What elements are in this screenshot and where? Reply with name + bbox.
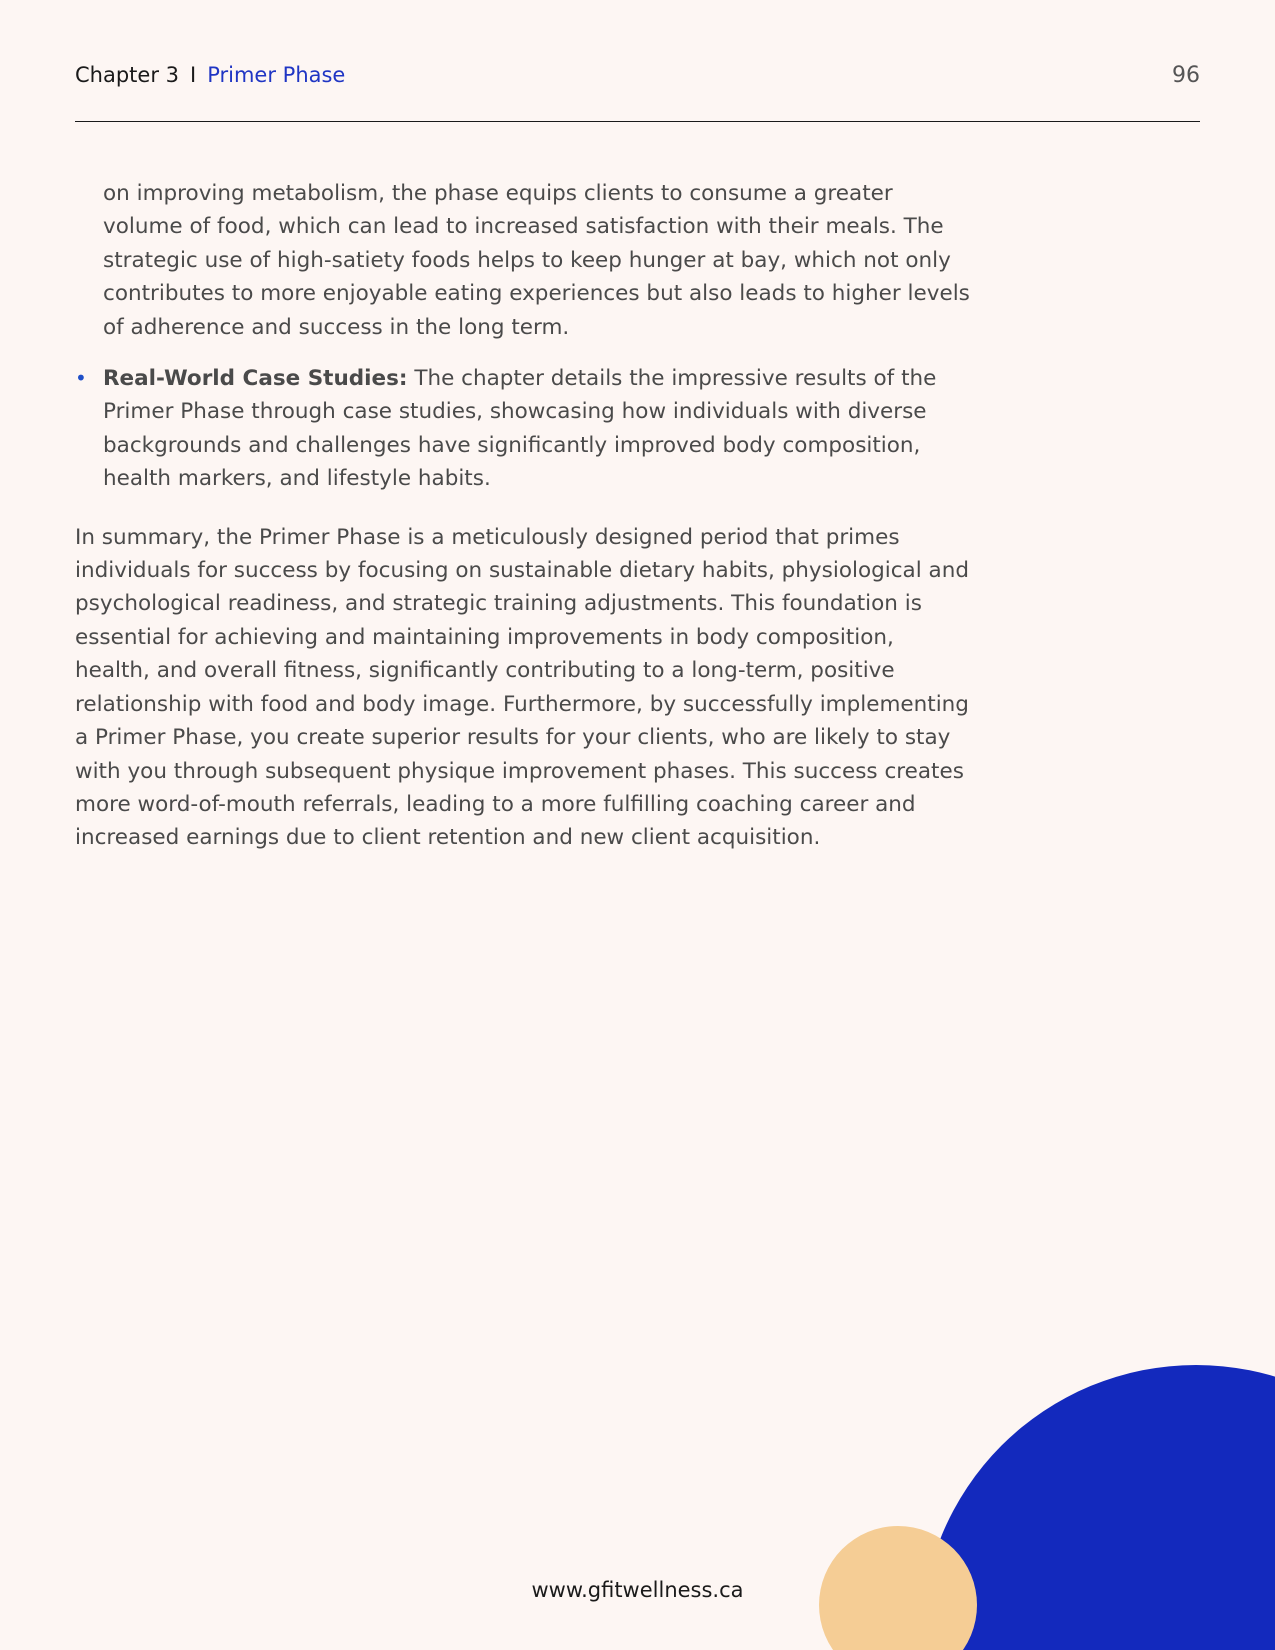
page-number: 96 (1172, 62, 1200, 88)
chapter-title: Primer Phase (207, 63, 346, 87)
header-separator: I (190, 63, 197, 87)
chapter-label: Chapter 3 (75, 63, 179, 87)
bullet-dot-icon: • (75, 366, 87, 391)
continued-paragraph: on improving metabolism, the phase equips clients to consume a greater volume of food, which can lead to increased satisfaction with their meals. The strategic use of high-satiety foods helps to keep hunger at bay, which not only contributes to more enjoyable eating experiences but also leads to higher levels of adherence and success in the long term. (103, 181, 970, 340)
bullet-title: Real-World Case Studies: (103, 366, 408, 392)
footer-website-url: www.gfitwellness.ca (531, 1578, 744, 1602)
bullet-text: The chapter details the impressive results of the Primer Phase through case studies, showcasing how individuals with diverse backgrounds and challenges have significantly improved body composition, health markers, and lifestyle habits. (103, 366, 937, 492)
summary-paragraph: In summary, the Primer Phase is a meticulously designed period that primes individuals for success by focusing on sustainable dietary habits, physiological and psychological readiness, and strategic training adjustments. This foundation is essential for achieving and maintaining improvements in body composition, health, and overall fitness, significantly contributing to a long-term, positive relationship with food and body image. Furthermore, by successfully implementing a Primer Phase, you create superior results for your clients, who are likely to stay with you through subsequent physique improvement phases. This success creates more word-of-mouth referrals, leading to a more fulfilling coaching career and increased earnings due to client retention and new client acquisition. (75, 524, 969, 851)
